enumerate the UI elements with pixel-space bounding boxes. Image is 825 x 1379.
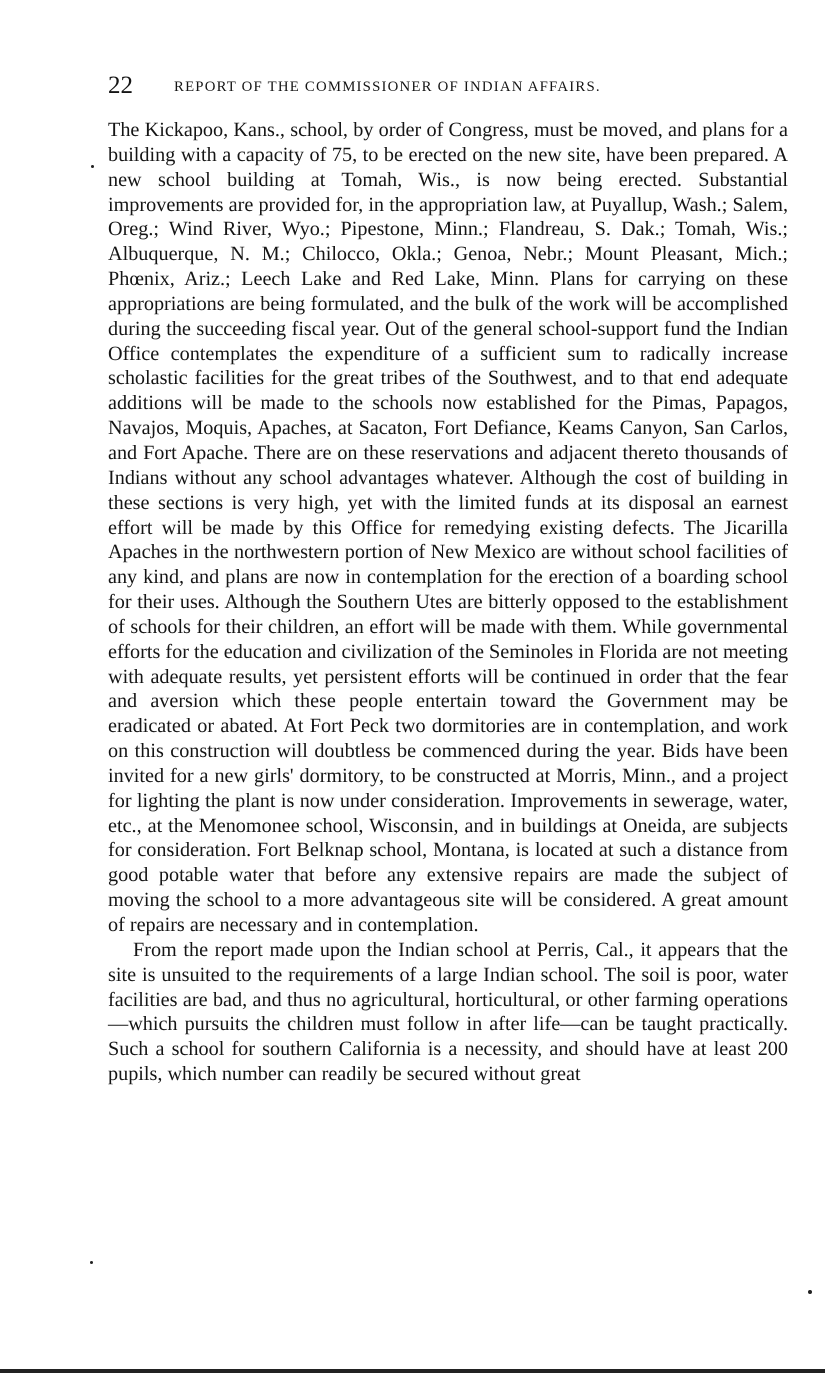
running-title: REPORT OF THE COMMISSIONER OF INDIAN AFFAIRS. bbox=[174, 79, 601, 95]
running-header bbox=[108, 72, 790, 100]
scan-speck bbox=[90, 1261, 93, 1264]
paragraph-perris-school: From the report made upon the Indian school at Perris, Cal., it appears that the site is unsuited to the requirements of a large Indian school. The soil is poor, water facilities are bad, and thus no agricultural, horticultural, or other farming operations—which pursuits the children must follow in after life—can be taught practically. Such a school for southern California is a necessity, and should have at least 200 pupils, which number can readily be secured without great bbox=[108, 938, 788, 1086]
scan-speck bbox=[91, 165, 94, 168]
paragraph-school-improvements: The Kickapoo, Kans., school, by order of Congress, must be moved, and plans for a building with a capacity of 75, to be erected on the new site, have been prepared. A new school building at Tomah, Wis., is now being erected. Substantial improvements are provided for, in the appropriation law, at Puyallup, Wash.; Salem, Oreg.; Wind River, Wyo.; Pipestone, Minn.; Flandreau, S. Dak.; Tomah, Wis.; Albuquerque, N. M.; Chilocco, Okla.; Genoa, Nebr.; Mount Pleasant, Mich.; Phœnix, Ariz.; Leech Lake and Red Lake, Minn. Plans for carrying on these appropriations are being formulated, and the bulk of the work will be accomplished during the succeeding fiscal year. Out of the general school-support fund the Indian Office contemplates the expenditure of a sufficient sum to radically increase scholastic facilities for the great tribes of the Southwest, and to that end adequate additions will be made to the schools now established for the Pimas, Papagos, Navajos, Moquis, Apaches, at Sacaton, Fort Defiance, Keams Canyon, San Carlos, and Fort Apache. There are on these reservations and adjacent thereto thousands of Indians without any school advantages whatever. Although the cost of building in these sections is very high, yet with the limited funds at its disposal an earnest effort will be made by this Office for remedying existing defects. The Jicarilla Apaches in the northwestern portion of New Mexico are without school facilities of any kind, and plans are now in contemplation for the erection of a boarding school for their uses. Although the Southern Utes are bitterly opposed to the establishment of schools for their children, an effort will be made with them. While governmental efforts for the education and civilization of the Seminoles in Florida are not meeting with adequate results, yet persistent efforts will be continued in order that the fear and aversion which these people entertain toward the Government may be eradicated or abated. At Fort Peck two dormitories are in contemplation, and work on this construction will doubtless be commenced during the year. Bids have been invited for a new girls' dormitory, to be constructed at Morris, Minn., and a project for lighting the plant is now under consideration. Improvements in sewerage, water, etc., at the Menomonee school, Wisconsin, and in buildings at Oneida, are subjects for consideration. Fort Belknap school, Montana, is located at such a distance from good potable water that before any extensive repairs are made the subject of moving the school to a more advantageous site will be considered. A great amount of repairs are necessary and in contemplation. bbox=[108, 119, 788, 936]
scan-speck bbox=[808, 1290, 812, 1294]
report-body bbox=[108, 118, 788, 1087]
page-bottom-edge bbox=[0, 1369, 825, 1373]
page-number: 22 bbox=[108, 72, 133, 99]
